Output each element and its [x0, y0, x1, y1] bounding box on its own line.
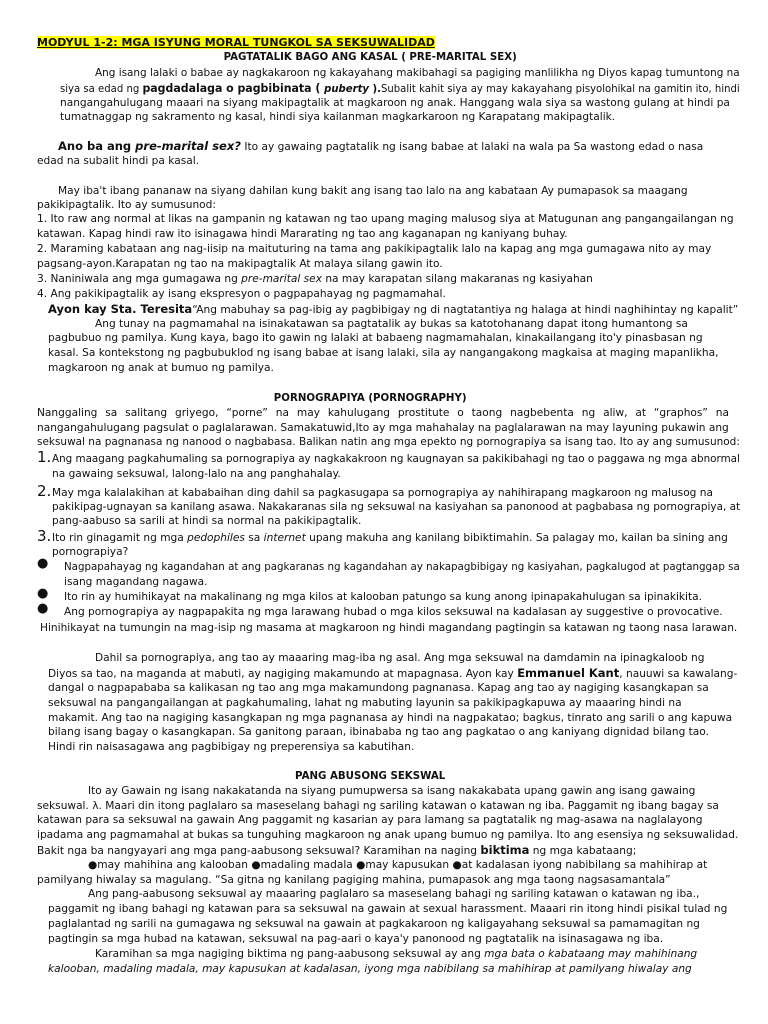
section-subtitle-premarital: PAGTATALIK BAGO ANG KASAL ( PRE-MARITAL SEX) — [223, 51, 517, 63]
victim-traits: ●may mahihina ang kalooban ●madaling madala ●may kapusukan ●at kadalasan iyong nabibilang sa mahihirap at — [88, 859, 708, 871]
para-line: makamit. Ang tao na nagiging kasangkapan ng mga pagnanasa ay hindi na nagpakatao; bagkus, tinrato ang sarili o ang kapuwa — [48, 712, 733, 724]
effect-2-cont: pang-aabuso sa sarili at hindi sa normal na pakikipagtalik. — [52, 515, 362, 527]
para-line: Hinihikayat na tumungin na mag-isip ng masama at magkaroon ng hindi magandang pagtingin sa katawan ng taong nasa larawan. — [40, 622, 738, 634]
para-line: pakikipagtalik. Ito ay sumusunod: — [37, 199, 216, 211]
reason-1-cont: katawan. Kapag hindi raw ito isinagawa hindi Mararating ng tao ang kaganapan ng kaniyang buhay. — [37, 228, 568, 240]
para-line: Ang pang-aabusong seksuwal ay maaaring paglalaro sa maseselang bahagi ng sariling katawan o katawan ng iba., — [88, 888, 700, 900]
effect-1-cont: na gawaing seksuwal, lalong-lalo na ang panghahalay. — [52, 468, 341, 480]
effect-3: Ito rin ginagamit ng mga pedophiles sa internet upang makuha ang kanilang bibiktimahin. Sa palagay mo, kailan ba sining ang — [52, 532, 728, 544]
para-line: magkaroon ng anak at bumuo ng pamilya. — [48, 362, 274, 374]
module-title: MODYUL 1-2: MGA ISYUNG MORAL TUNGKOL SA SEKSUWALIDAD — [37, 36, 435, 49]
para-line: pagbubuo ng pamilya. Kung kaya, bago ito gawin ng lalaki at babaeng nagmamahalan, kinakailangang ito'y pinasbasan ng — [48, 332, 703, 344]
bullet-icon: ● — [37, 556, 49, 571]
para-line: bilang isang bagay o kasangkapan. Sa ganitong paraan, ibinababa ng tao ang pagkatao o ang kaniyang dignidad bilang tao. — [48, 726, 709, 738]
list-number: 1. — [37, 448, 52, 466]
reason-4: 4. Ang pakikipagtalik ay isang ekspresyon o pagpapahayag ng pagmamahal. — [37, 288, 446, 300]
para-line: Nanggaling sa salitang griyego, “porne” na may kahulugang prostitute o taong nagbebenta ng aliw, at “graphos” na — [37, 407, 729, 419]
para-line: seksuwal. λ. Maari din itong paglalaro sa maseselang bahagi ng sariling katawan o katawan ng iba. Paggamit ng ibang bagay sa — [37, 800, 719, 812]
question-line: Ano ba ang pre-marital sex? Ito ay gawaing pagtatalik ng isang babae at lalaki na wala pa Sa wastong edad o nasa — [58, 139, 704, 153]
para-line: Ang tunay na pagmamahal na isinakatawan sa pagtatalik ay bukas sa katotohanang dapat itong humantong sa — [95, 318, 688, 330]
para-line: dangal o nagpapababa sa kalikasan ng tao ang mga makamundong pagnanasa. Kapag ang tao ay nagiging kasangkapan sa — [48, 682, 709, 694]
list-number: 2. — [37, 482, 52, 500]
para-line: katawan para sa seksuwal na gawain Ang paggamit ng kasarian ay para lamang sa pagtatalik ng mag-asawa na naglalayong — [37, 814, 703, 826]
reason-2-cont: pagsang-ayon.Karapatan ng tao na makipagtalik At malaya silang gawin ito. — [37, 258, 443, 270]
para-line: siya sa edad ng pagdadalaga o pagbibinata ( puberty ).Subalit kahit siya ay may kakayahang pisyolohikal na gamitin ito, hindi — [60, 81, 740, 95]
art-point-2: Ito rin ay humihikayat na makalinang ng mga kilos at kalooban patungo sa kung anong ipinapakahulugan sa ipinakikita. — [64, 591, 702, 603]
art-point-1-cont: isang magandang nagawa. — [64, 576, 208, 588]
bullet-icon: ● — [37, 586, 49, 601]
para-line: nangangahulugang maaari na siyang makipagtalik at magkaroon ng anak. Hanggang wala siya sa wastong gulang at hindi pa — [60, 97, 730, 109]
reason-1: 1. Ito raw ang normal at likas na gampanin ng katawan ng tao upang maging malusog siya at Matugunan ang pangangailangan ng — [37, 213, 734, 225]
art-point-1: Nagpapahayag ng kagandahan at ang pagkaranas ng kagandahan ay nakapagbibigay ng kasiyahan, pagkalugod at pagtanggap sa — [64, 561, 740, 573]
para-line: May iba't ibang pananaw na siyang dahilan kung bakit ang isang tao lalo na ang kabataan Ay pumapasok sa maagang — [58, 185, 688, 197]
para-line: seksuwal na pagnanasa ng nanood o nagbabasa. Balikan natin ang mga epekto ng pornograpiya sa isang tao. Ito ay ang sumusunod: — [37, 436, 740, 448]
effect-1: Ang maagang pagkahumaling sa pornograpiya ay nagkakakroon ng kaugnayan sa pakikibahagi ng tao o paggawa ng mga abnormal — [52, 453, 740, 465]
effect-2-cont: pakikipag-ugnayan sa kanilang asawa. Nakakaranas sila ng seksuwal na kasiyahan sa panonood at pagbabasa ng pornograpiya, at — [52, 501, 741, 513]
para-line: Dahil sa pornograpiya, ang tao ay maaaring mag-iba ng asal. Ang mga seksuwal na damdamin na ipinagkaloob ng — [95, 652, 705, 664]
para-line: kasal. Sa kontekstong ng pagbubuklod ng isang babae at isang lalaki, sila ay nangangakong magkaisa at maging mapanlikha, — [48, 347, 719, 359]
para-line: Karamihan sa mga nagiging biktima ng pang-aabusong seksuwal ay ang mga bata o kabataang may mahihinang — [95, 948, 698, 960]
art-point-3: Ang pornograpiya ay nagpapakita ng mga larawang hubad o mga kilos seksuwal na kadalasan ay suggestive o provocative. — [64, 606, 723, 618]
para-line: Hindi rin naisasagawa ang pagbibigay ng preperensiya sa kabutihan. — [48, 741, 415, 753]
para-line: nangangahulugang pagsulat o paglalarawan. Samakatuwid,Ito ay mga mahahalay na paglalarawan na may layuning pukawin ang — [37, 422, 729, 434]
para-line: paggamit ng ibang bahagi ng katawan para sa seksuwal na gawain at sexual harassment. Maaari rin itong hindi pisikal tulad ng — [48, 903, 728, 915]
quote-teresita: Ayon kay Sta. Teresita“Ang mabuhay sa pag-ibig ay pagbibigay ng di nagtatantiya ng halaga at hindi naghihintay ng kapalit” — [48, 302, 739, 316]
para-line: Diyos sa tao, na maganda at mabuti, ay nagiging makamundo at mapagnasa. Ayon kay Emmanuel Kant, nauuwi sa kawalang- — [48, 666, 738, 680]
reason-2: 2. Maraming kabataan ang nag-iisip na maituturing na tama ang pakikipagtalik lalo na kapag ang mga gumagawa nito ay may — [37, 243, 712, 255]
effect-3-cont: pornograpiya? — [52, 546, 129, 558]
para-line: paglalantad ng sarili na gumagawa ng seksuwal na gawain at pagkakaroon ng kaligayahang seksuwal sa pamamagitan ng — [48, 918, 700, 930]
effect-2: May mga kalalakihan at kababaihan ding dahil sa pagkasugapa sa pornograpiya ay nahihirapang magkaroon ng malusog na — [52, 487, 713, 499]
reason-3: 3. Naniniwala ang mga gumagawa ng pre-marital sex na may karapatan silang makaranas ng kasiyahan — [37, 273, 593, 285]
para-line: seksuwal na pangangailangan at pagkahumaling, lahat ng mabuting layunin sa pakikipagkapuwa ay maaaring hindi na — [48, 697, 682, 709]
para-line: tumatnaggap ng sakramento ng kasal, hindi siya kailanman magkarkaroon ng Karapatang makipagtalik. — [60, 111, 616, 123]
para-line: Bakit nga ba nangyayari ang mga pang-aabusong seksuwal? Karamihan na naging biktima ng mga kabataang; — [37, 843, 637, 857]
section-heading-sexual-abuse: PANG ABUSONG SEKSWAL — [295, 770, 446, 782]
para-line: edad na subalit hindi pa kasal. — [37, 155, 200, 167]
para-line: pamilyang hiwalay sa magulang. “Sa gitna ng kanilang pagiging mahina, pumapasok ang mga taong nagsasamantala” — [37, 874, 671, 886]
bullet-icon: ● — [37, 601, 49, 616]
list-number: 3. — [37, 527, 52, 545]
para-line: ipadama ang pagmamahal at bukas sa tunguhing magkaroon ng anak upang bumuo ng pamilya. Ito ang esensiya ng seksuwalidad. — [37, 829, 739, 841]
para-line: Ito ay Gawain ng isang nakakatanda na siyang pumupwersa sa isang nakakabata upang gawin ang isang gawaing — [88, 785, 696, 797]
para-line: pagtingin sa mga hubad na katawan, seksuwal na pag-aari o kaya'y panonood ng pagtatalik na isinasagawa ng iba. — [48, 933, 664, 945]
para-line: Ang isang lalaki o babae ay nagkakaroon ng kakayahang makibahagi sa pagiging manlilikha ng Diyos kapag tumuntong na — [95, 67, 740, 79]
para-line: kalooban, madaling madala, may kapusukan at kadalasan, iyong mga nabibilang sa mahihirap at pamilyang hiwalay ang — [48, 963, 692, 975]
section-heading-pornography: PORNOGRAPIYA (PORNOGRAPHY) — [273, 392, 467, 404]
